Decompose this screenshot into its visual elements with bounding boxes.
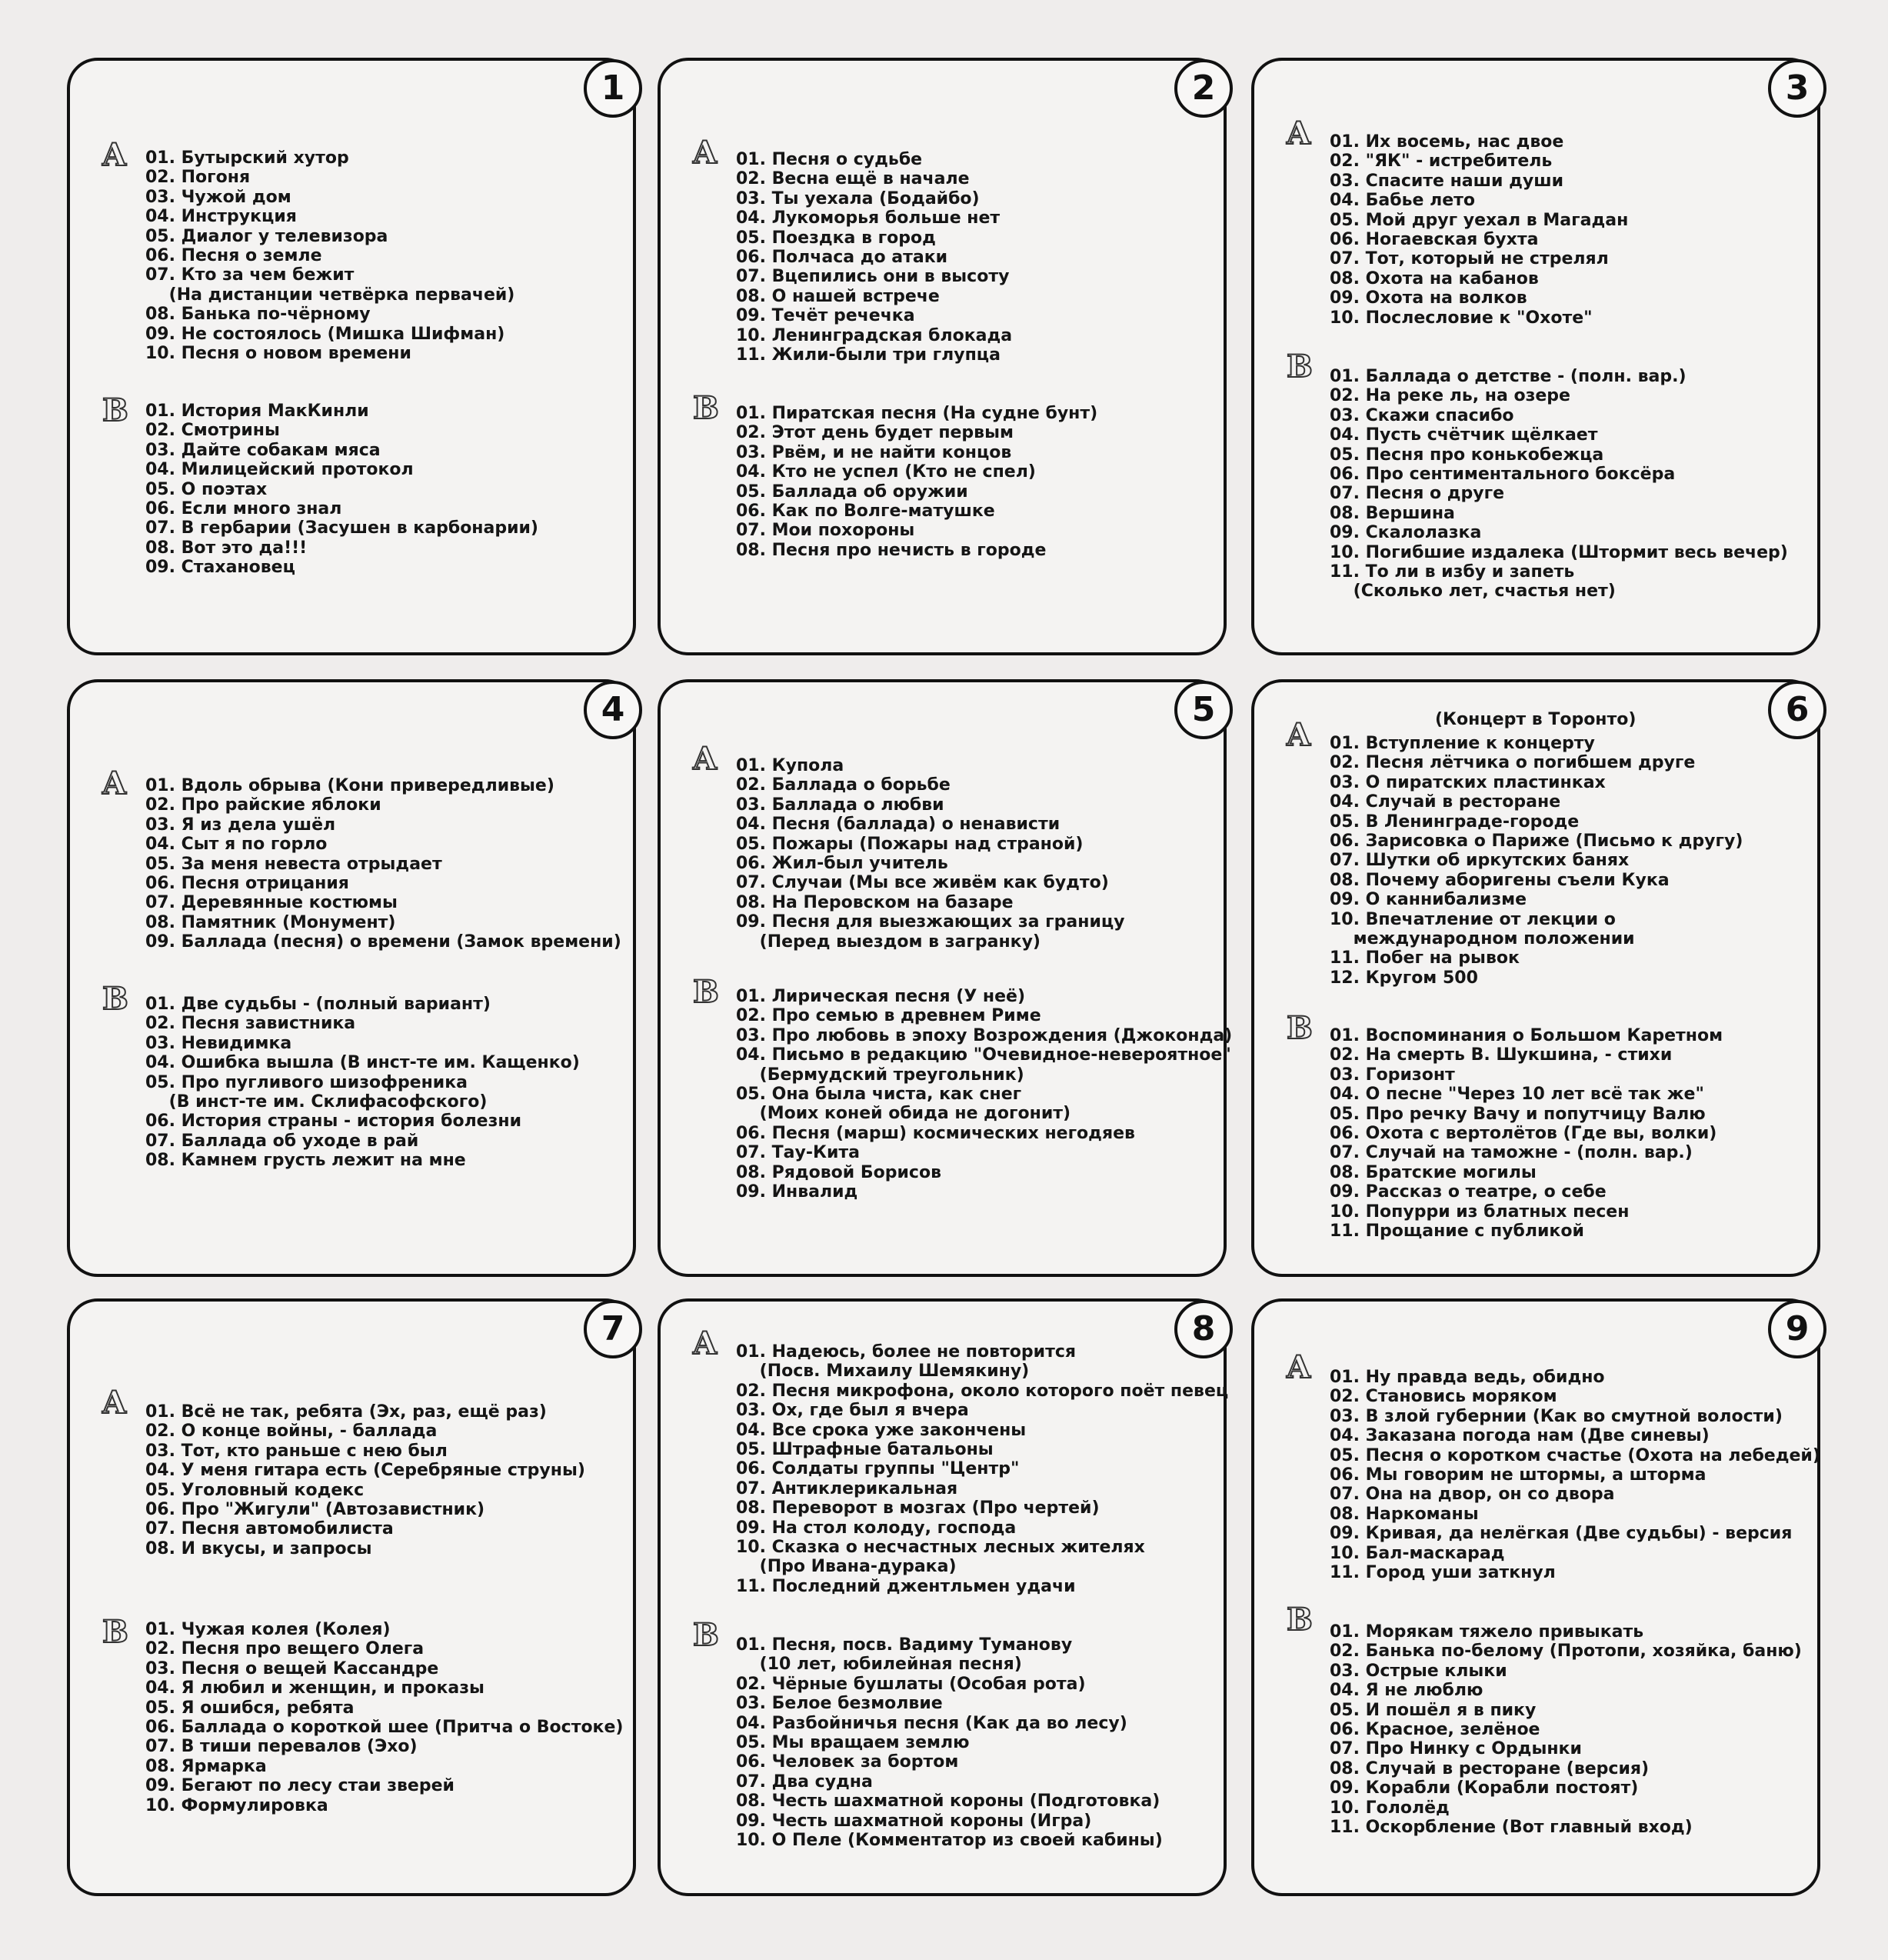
track-item: 08. Ярмарка [145, 1756, 267, 1776]
side-b-label: B [693, 1617, 719, 1653]
track-item: 03. В злой губернии (Как во смутной волости) [1330, 1406, 1783, 1426]
side-b-tracklist [736, 404, 1097, 560]
track-item: 01. Всё не так, ребята (Эх, раз, ещё раз) [145, 1402, 547, 1422]
track-item: 03. Спасите наши души [1330, 171, 1563, 191]
track-item: 10. Погибшие издалека (Штормит весь вечер) [1330, 542, 1788, 562]
track-item: 01. Две судьбы - (полный вариант) [145, 995, 491, 1014]
album-number-badge: 2 [1174, 59, 1233, 118]
track-item: 05. Баллада об оружии [736, 482, 968, 502]
side-b-tracklist [1330, 367, 1788, 602]
track-item: 07. Тау-Кита [736, 1143, 860, 1163]
track-item: 06. Как по Волге-матушке [736, 502, 995, 522]
album-card-3 [1251, 58, 1820, 655]
track-item: 01. Пиратская песня (На судне бунт) [736, 404, 1098, 423]
side-a-tracklist [736, 150, 1012, 365]
track-item: 09. Течёт речечка [736, 306, 915, 326]
track-item: 03. Ох, где был я вчера [736, 1401, 969, 1421]
track-item: 06. Охота с вертолётов (Где вы, волки) [1330, 1124, 1717, 1144]
track-item: 06. Красное, зелёное [1330, 1720, 1540, 1740]
track-item: 03. Баллада о любви [736, 795, 944, 815]
track-item: 08. Рядовой Борисов [736, 1162, 941, 1182]
track-item: 03. Ты уехала (Бодайбо) [736, 188, 980, 208]
track-item: 06. Песня отрицания [145, 874, 349, 894]
album-card-1 [67, 58, 636, 655]
track-item: 03. Рвём, и не найти концов [736, 442, 1012, 462]
track-item: 09. Скалолазка [1330, 523, 1482, 543]
track-item: 09. Кривая, да нелёгкая (Две судьбы) - версия [1330, 1524, 1793, 1544]
track-item: 02. "ЯК" - истребитель [1330, 152, 1553, 172]
side-b-label: B [1287, 1602, 1313, 1638]
track-item: 03. Песня о вещей Кассандре [145, 1658, 439, 1678]
track-item: 11. Оскорбление (Вот главный вход) [1330, 1818, 1693, 1838]
side-b-label: B [102, 981, 128, 1017]
track-item: 08. О нашей встрече [736, 286, 940, 306]
track-item: 01. Купола [736, 756, 844, 775]
track-item: 06. Полчаса до атаки [736, 248, 948, 268]
track-item: 04. Письмо в редакцию "Очевидное-невероятное" [736, 1045, 1231, 1065]
track-item: 02. На реке ль, на озере [1330, 386, 1570, 406]
track-item: 09. Бегают по лесу стаи зверей [145, 1776, 455, 1796]
track-item: 10. О Пеле (Комментатор из своей кабины) [736, 1831, 1163, 1851]
track-item: 11. То ли в избу и запеть [1330, 562, 1575, 582]
album-number-badge: 7 [584, 1300, 642, 1358]
side-a-tracklist [145, 1402, 585, 1558]
album-number-badge: 5 [1174, 681, 1233, 739]
track-item: (Перед выездом в загранку) [736, 932, 1041, 952]
album-card-6 [1251, 679, 1820, 1277]
track-item: 04. Разбойничья песня (Как да во лесу) [736, 1713, 1127, 1733]
track-item: 08. Памятник (Монумент) [145, 912, 396, 932]
track-item: 08. На Перовском на базаре [736, 892, 1014, 912]
track-item: 10. Песня о новом времени [145, 344, 411, 364]
track-item: 05. Она была чиста, как снег [736, 1085, 1022, 1105]
track-item: 09. Рассказ о театре, о себе [1330, 1182, 1607, 1202]
track-item: 02. Про семью в древнем Риме [736, 1006, 1041, 1026]
track-item: 07. Песня о друге [1330, 484, 1505, 504]
track-item: 04. Я любил и женщин, и проказы [145, 1678, 484, 1698]
album-card-8 [658, 1298, 1227, 1896]
side-a-label: A [102, 137, 127, 173]
track-item: 12. Кругом 500 [1330, 968, 1478, 988]
track-item: 04. Милицейский протокол [145, 460, 414, 480]
track-item: 04. Я не люблю [1330, 1681, 1483, 1701]
album-number-badge: 9 [1768, 1300, 1826, 1358]
track-item: 05. Песня о коротком счастье (Охота на лебедей) [1330, 1445, 1820, 1465]
track-item: 09. Песня для выезжающих за границу [736, 912, 1125, 932]
track-item: 08. Почему аборигены съели Кука [1330, 870, 1670, 890]
track-item: 01. Воспоминания о Большом Каретном [1330, 1026, 1723, 1045]
track-item: 06. Мы говорим не штормы, а шторма [1330, 1465, 1707, 1485]
track-item: 02. Погоня [145, 168, 251, 188]
track-item: 02. Про райские яблоки [145, 795, 381, 815]
track-item: 06. Если много знал [145, 499, 342, 519]
track-item: 02. На смерть В. Шукшина, - стихи [1330, 1045, 1673, 1065]
track-item: 03. Я из дела ушёл [145, 815, 336, 835]
track-item: 08. Случай в ресторане (версия) [1330, 1758, 1650, 1778]
track-item: 05. Диалог у телевизора [145, 226, 388, 246]
track-item: 06. Песня о земле [145, 246, 322, 266]
track-item: 05. Про речку Вачу и попутчицу Валю [1330, 1104, 1706, 1124]
album-card-2 [658, 58, 1227, 655]
track-item: 05. В Ленинграде-городе [1330, 812, 1580, 832]
track-item: 07. Вцепились они в высоту [736, 267, 1010, 287]
side-a-label: A [1287, 717, 1311, 753]
track-item: 07. Мои похороны [736, 521, 915, 541]
side-a-tracklist [145, 776, 621, 952]
track-item: 04. Заказана погода нам (Две синевы) [1330, 1426, 1710, 1446]
album-number-badge: 8 [1174, 1300, 1233, 1358]
side-a-label: A [693, 741, 718, 777]
track-item: 07. Про Нинку с Ордынки [1330, 1739, 1582, 1759]
track-item: 09. Честь шахматной короны (Игра) [736, 1811, 1092, 1831]
album-number-badge: 4 [584, 681, 642, 739]
track-item: 07. Деревянные костюмы [145, 893, 398, 913]
track-item: 11. Жили-были три глупца [736, 345, 1001, 365]
track-item: 07. Шутки об иркутских банях [1330, 851, 1630, 871]
track-item: 05. О поэтах [145, 479, 268, 499]
side-b-tracklist [736, 1635, 1163, 1850]
track-item: 08. И вкусы, и запросы [145, 1538, 372, 1558]
track-item: 02. Песня про вещего Олега [145, 1639, 425, 1659]
track-item: 02. Песня лётчика о погибшем друге [1330, 753, 1696, 773]
track-item: 01. Песня о судьбе [736, 150, 923, 169]
track-item: 06. Жил-был учитель [736, 854, 948, 874]
side-b-label: B [693, 390, 719, 426]
track-item: 08. Охота на кабанов [1330, 268, 1539, 288]
track-item: 05. Я ошибся, ребята [145, 1698, 355, 1718]
side-a-label: A [693, 135, 718, 171]
track-item: 03. Чужой дом [145, 187, 291, 207]
track-item: 06. История страны - история болезни [145, 1112, 522, 1132]
track-item: 08. Песня про нечисть в городе [736, 540, 1047, 560]
side-b-label: B [693, 974, 719, 1010]
track-item: 06. Про "Жигули" (Автозавистник) [145, 1500, 485, 1520]
track-item: 01. Песня, посв. Вадиму Туманову [736, 1635, 1073, 1655]
track-item: 07. Антиклерикальная [736, 1478, 958, 1498]
track-item: 06. Человек за бортом [736, 1752, 959, 1772]
track-item: (Посв. Михаилу Шемякину) [736, 1362, 1030, 1382]
track-item: 02. Становись моряком [1330, 1387, 1557, 1407]
track-item: 05. За меня невеста отрыдает [145, 854, 442, 874]
track-item: 01. Их восемь, нас двое [1330, 132, 1564, 152]
track-item: 06. Солдаты группы "Центр" [736, 1459, 1020, 1479]
track-item: 09. Корабли (Корабли постоят) [1330, 1778, 1639, 1798]
track-item: 11. Побег на рывок [1330, 948, 1520, 968]
track-item: 04. Пусть счётчик щёлкает [1330, 425, 1598, 445]
track-item: 03. Невидимка [145, 1033, 292, 1053]
track-item: 05. Штрафные батальоны [736, 1440, 994, 1460]
track-item: 06. Баллада о короткой шее (Притча о Востоке) [145, 1718, 624, 1738]
track-item: 07. Два судна [736, 1772, 873, 1792]
track-item: 01. История МакКинли [145, 402, 369, 421]
side-a-tracklist [1330, 132, 1628, 328]
side-b-tracklist [1330, 1622, 1802, 1837]
album-card-5 [658, 679, 1233, 1277]
track-item: 04. Лукоморья больше нет [736, 208, 1001, 228]
track-item: 08. Братские могилы [1330, 1162, 1537, 1182]
track-item: 04. У меня гитара есть (Серебряные струны) [145, 1461, 585, 1481]
track-item: 10. Гололёд [1330, 1798, 1450, 1818]
track-item: 09. На стол колоду, господа [736, 1518, 1017, 1538]
track-item: 07. Случай на таможне - (полн. вар.) [1330, 1143, 1693, 1163]
side-b-tracklist [145, 1620, 623, 1815]
side-a-tracklist [736, 756, 1125, 952]
track-item: (10 лет, юбилейная песня) [736, 1655, 1022, 1675]
track-item: 02. Этот день будет первым [736, 423, 1014, 443]
track-item: 04. Кто не успел (Кто не спел) [736, 462, 1036, 482]
track-item: 10. Послесловие к "Охоте" [1330, 308, 1593, 328]
side-a-tracklist [1330, 1368, 1820, 1582]
track-item: 01. Морякам тяжело привыкать [1330, 1622, 1644, 1642]
album-number-badge: 6 [1768, 681, 1826, 739]
track-item: 06. Про сентиментального боксёра [1330, 465, 1676, 485]
track-item: 01. Надеюсь, более не повторится [736, 1342, 1076, 1362]
side-b-label: B [102, 1614, 128, 1650]
track-item: 08. Камнем грусть лежит на мне [145, 1151, 466, 1171]
track-item: 08. Переворот в мозгах (Про чертей) [736, 1498, 1100, 1518]
track-item: 08. Наркоманы [1330, 1504, 1479, 1524]
track-item: 07. Случаи (Мы все живём как будто) [736, 873, 1109, 893]
track-item: 06. Ногаевская бухта [1330, 230, 1539, 250]
track-item: 02. Песня завистника [145, 1014, 356, 1034]
side-b-label: B [102, 392, 128, 428]
track-item: 04. Инструкция [145, 207, 297, 227]
side-a-label: A [102, 765, 127, 802]
track-item: 05. Уголовный кодекс [145, 1480, 365, 1500]
side-a-label: A [102, 1385, 127, 1421]
album-subtitle: (Концерт в Торонто) [1435, 710, 1637, 729]
track-item: 08. Банька по-чёрному [145, 305, 371, 325]
track-item: 01. Чужая колея (Колея) [145, 1620, 391, 1639]
track-item: 10. Попурри из блатных песен [1330, 1202, 1630, 1222]
track-item: 09. Баллада (песня) о времени (Замок времени) [145, 932, 621, 952]
track-item: 05. Про пугливого шизофреника [145, 1072, 468, 1092]
track-item: 04. Все срока уже закончены [736, 1420, 1027, 1440]
album-card-9 [1251, 1298, 1820, 1896]
track-item: 03. Острые клыки [1330, 1661, 1507, 1681]
side-b-tracklist [1330, 1026, 1723, 1241]
track-item: 01. Баллада о детстве - (полн. вар.) [1330, 367, 1687, 386]
track-item: (На дистанции четвёрка первачей) [145, 285, 515, 305]
side-a-label: A [693, 1325, 718, 1362]
album-card-4 [67, 679, 636, 1277]
track-item: 01. Ну правда ведь, обидно [1330, 1368, 1605, 1387]
track-item: 03. Скажи спасибо [1330, 405, 1514, 425]
track-item: 02. Банька по-белому (Протопи, хозяйка, баню) [1330, 1642, 1802, 1662]
track-item: 04. Сыт я по горло [145, 835, 328, 855]
side-a-tracklist [1330, 734, 1743, 988]
track-item: 03. Тот, кто раньше с нею был [145, 1441, 448, 1461]
track-item: 07. В гербарии (Засушен в карбонарии) [145, 518, 538, 538]
track-item: 02. Чёрные бушлаты (Особая рота) [736, 1674, 1086, 1694]
side-b-label: B [1287, 348, 1313, 385]
track-item: 09. Инвалид [736, 1182, 858, 1202]
track-item: 09. О каннибализме [1330, 890, 1527, 910]
track-item: 09. Не состоялось (Мишка Шифман) [145, 324, 505, 344]
track-item: 01. Бутырский хутор [145, 148, 349, 168]
side-a-label: A [1287, 115, 1311, 152]
track-item: 03. О пиратских пластинках [1330, 772, 1606, 792]
track-item: (В инст-те им. Склифасофского) [145, 1092, 488, 1112]
track-item: 07. Кто за чем бежит [145, 265, 355, 285]
track-item: 06. Песня (марш) космических негодяев [736, 1123, 1135, 1143]
track-item: 10. Сказка о несчастных лесных жителях [736, 1538, 1145, 1558]
track-item: 05. Поездка в город [736, 228, 936, 248]
side-b-label: B [1287, 1010, 1313, 1046]
track-item: 03. Белое безмолвие [736, 1694, 943, 1714]
track-item: (Сколько лет, счастья нет) [1330, 582, 1616, 602]
track-item: 02. Баллада о борьбе [736, 775, 951, 795]
track-item: 05. И пошёл я в пику [1330, 1700, 1537, 1720]
track-item: 10. Формулировка [145, 1795, 328, 1815]
track-item: 07. В тиши перевалов (Эхо) [145, 1737, 418, 1757]
track-item: 07. Песня автомобилиста [145, 1519, 394, 1539]
track-item: 04. Ошибка вышла (В инст-те им. Кащенко) [145, 1053, 580, 1073]
track-item: 02. Песня микрофона, около которого поёт певец [736, 1381, 1229, 1401]
album-number-badge: 1 [584, 59, 642, 118]
track-item: (Про Ивана-дурака) [736, 1557, 957, 1577]
track-item: 11. Город уши заткнул [1330, 1563, 1556, 1583]
track-item: международном положении [1330, 929, 1635, 949]
track-item: (Моих коней обида не догонит) [736, 1104, 1071, 1124]
track-item: 04. Случай в ресторане [1330, 792, 1561, 812]
track-item: 03. Дайте собакам мяса [145, 440, 381, 460]
side-b-tracklist [736, 987, 1232, 1202]
track-item: 04. Бабье лето [1330, 191, 1475, 211]
side-b-tracklist [145, 995, 580, 1171]
track-item: 03. Горизонт [1330, 1065, 1455, 1085]
track-item: 09. Охота на волков [1330, 288, 1527, 308]
track-item: 08. Вершина [1330, 503, 1455, 523]
album-card-7 [67, 1298, 636, 1896]
track-item: 02. Смотрины [145, 421, 280, 441]
track-item: 05. Пожары (Пожары над страной) [736, 834, 1084, 854]
side-b-tracklist [145, 402, 538, 578]
track-item: 11. Последний джентльмен удачи [736, 1576, 1076, 1596]
track-item: 10. Впечатление от лекции о [1330, 909, 1616, 929]
track-item: 07. Тот, который не стрелял [1330, 249, 1609, 269]
track-item: 11. Прощание с публикой [1330, 1222, 1584, 1242]
track-item: 07. Она на двор, он со двора [1330, 1485, 1615, 1505]
track-item: 04. О песне "Через 10 лет всё так же" [1330, 1085, 1704, 1105]
track-item: 01. Вдоль обрыва (Кони привередливые) [145, 776, 554, 795]
track-item: 09. Стахановец [145, 558, 295, 578]
track-item: 07. Баллада об уходе в рай [145, 1131, 419, 1151]
track-item: (Бермудский треугольник) [736, 1065, 1024, 1085]
track-item: 05. Мы вращаем землю [736, 1733, 970, 1753]
album-number-badge: 3 [1768, 59, 1826, 118]
track-item: 10. Бал-маскарад [1330, 1543, 1505, 1563]
side-a-tracklist [145, 148, 514, 363]
track-item: 08. Честь шахматной короны (Подготовка) [736, 1792, 1160, 1812]
track-item: 02. Весна ещё в начале [736, 169, 970, 189]
track-item: 10. Ленинградская блокада [736, 325, 1013, 345]
track-item: 05. Песня про конькобежца [1330, 445, 1604, 465]
side-a-label: A [1287, 1349, 1311, 1385]
track-item: 03. Про любовь в эпоху Возрождения (Джоконда) [736, 1025, 1233, 1045]
side-a-tracklist [736, 1342, 1228, 1596]
track-item: 05. Мой друг уехал в Магадан [1330, 210, 1629, 230]
track-item: 01. Лирическая песня (У неё) [736, 987, 1026, 1006]
track-item: 04. Песня (баллада) о ненависти [736, 815, 1061, 835]
track-item: 08. Вот это да!!! [145, 538, 308, 558]
track-item: 06. Зарисовка о Париже (Письмо к другу) [1330, 832, 1743, 852]
track-item: 01. Вступление к концерту [1330, 734, 1595, 753]
track-item: 02. О конце войны, - баллада [145, 1422, 438, 1442]
